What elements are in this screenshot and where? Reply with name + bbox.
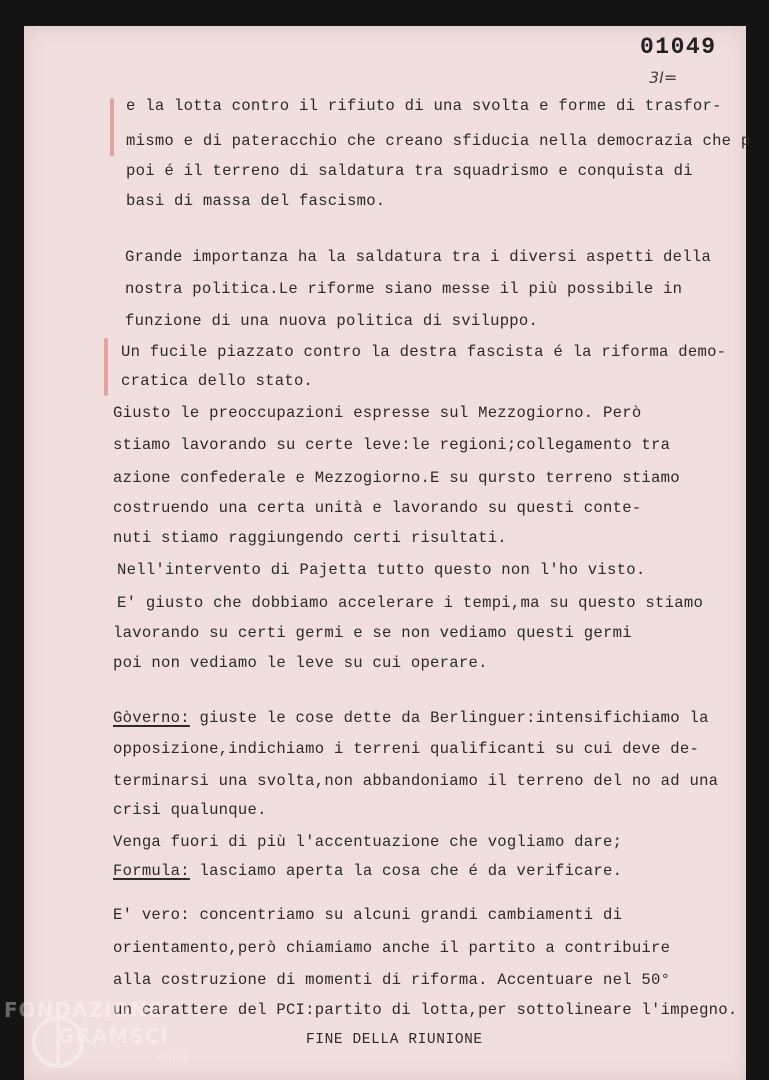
watermark-line-2: GRAMSCI	[58, 1024, 169, 1048]
text-line: crisi qualunque.	[113, 801, 267, 819]
text-line: costruendo una certa unità e lavorando su questi conte-	[113, 499, 642, 517]
document-page	[24, 26, 751, 1080]
text-line: Venga fuori di più l'accentuazione che vogliamo dare;	[113, 833, 623, 851]
text-line: poi non vediamo le leve su cui operare.	[113, 654, 488, 672]
text-line: nostra politica.Le riforme siano messe il più possibile in	[125, 280, 683, 298]
text-line: alla costruzione di momenti di riforma. Accentuare nel 50°	[113, 971, 671, 989]
text-line: E' giusto che dobbiamo accelerare i tempi,ma su questo stiamo	[117, 594, 704, 612]
text-line: stiamo lavorando su certe leve:le regioni;collegamento tra	[113, 436, 671, 454]
text-line: Un fucile piazzato contro la destra fascista é la riforma demo-	[121, 343, 727, 361]
formula-label: Formula:	[113, 862, 190, 880]
formula-line	[113, 862, 622, 880]
footer-text: FINE DELLA RIUNIONE	[306, 1032, 483, 1048]
text-line: terminarsi una svolta,non abbandoniamo il terreno del no ad una	[113, 772, 719, 790]
text-line: nuti stiamo raggiungendo certi risultati.	[113, 529, 507, 547]
document-number: 01049	[640, 34, 717, 60]
page-number: 3I=	[649, 68, 678, 87]
text-line: azione confederale e Mezzogiorno.E su qursto terreno stiamo	[113, 469, 680, 487]
text-line: e la lotta contro il rifiuto di una svolta e forme di trasfor-	[126, 97, 722, 115]
text-line: opposizione,indichiamo i terreni qualificanti su cui deve de-	[113, 740, 700, 758]
text-line: un carattere del PCI:partito di lotta,per sottolineare l'impegno.	[113, 1001, 738, 1019]
text-line: Giusto le preoccupazioni espresse sul Mezzogiorno. Però	[113, 404, 642, 422]
watermark-line-1: FONDAZIONE	[4, 998, 163, 1022]
text-line: poi é il terreno di saldatura tra squadrismo e conquista di	[126, 162, 693, 180]
text-line: mismo e di pateracchio che creano sfiducia nella democrazia che p	[126, 132, 751, 150]
formula-text: lasciamo aperta la cosa che é da verificare.	[189, 862, 623, 880]
governo-label: Gòverno:	[113, 709, 190, 727]
governo-line	[113, 709, 709, 727]
archive-watermark	[4, 994, 194, 1074]
watermark-line-3: onlus	[158, 1052, 190, 1063]
text-line: lavorando su certi germi e se non vediamo questi germi	[113, 624, 632, 642]
text-line: Nell'intervento di Pajetta tutto questo non l'ho visto.	[117, 561, 646, 579]
text-line: E' vero: concentriamo su alcuni grandi cambiamenti di	[113, 906, 623, 924]
watermark-emblem-icon	[28, 1012, 88, 1072]
margin-mark	[110, 98, 114, 156]
text-line: Grande importanza ha la saldatura tra i diversi aspetti della	[125, 248, 712, 266]
margin-mark	[104, 338, 108, 396]
governo-text: giuste le cose dette da Berlinguer:intensifichiamo la	[189, 709, 709, 727]
text-line: orientamento,però chiamiamo anche il partito a contribuire	[113, 939, 671, 957]
text-line: funzione di una nuova politica di sviluppo.	[125, 312, 539, 330]
text-line: basi di massa del fascismo.	[126, 192, 386, 210]
text-line: cratica dello stato.	[121, 372, 314, 390]
